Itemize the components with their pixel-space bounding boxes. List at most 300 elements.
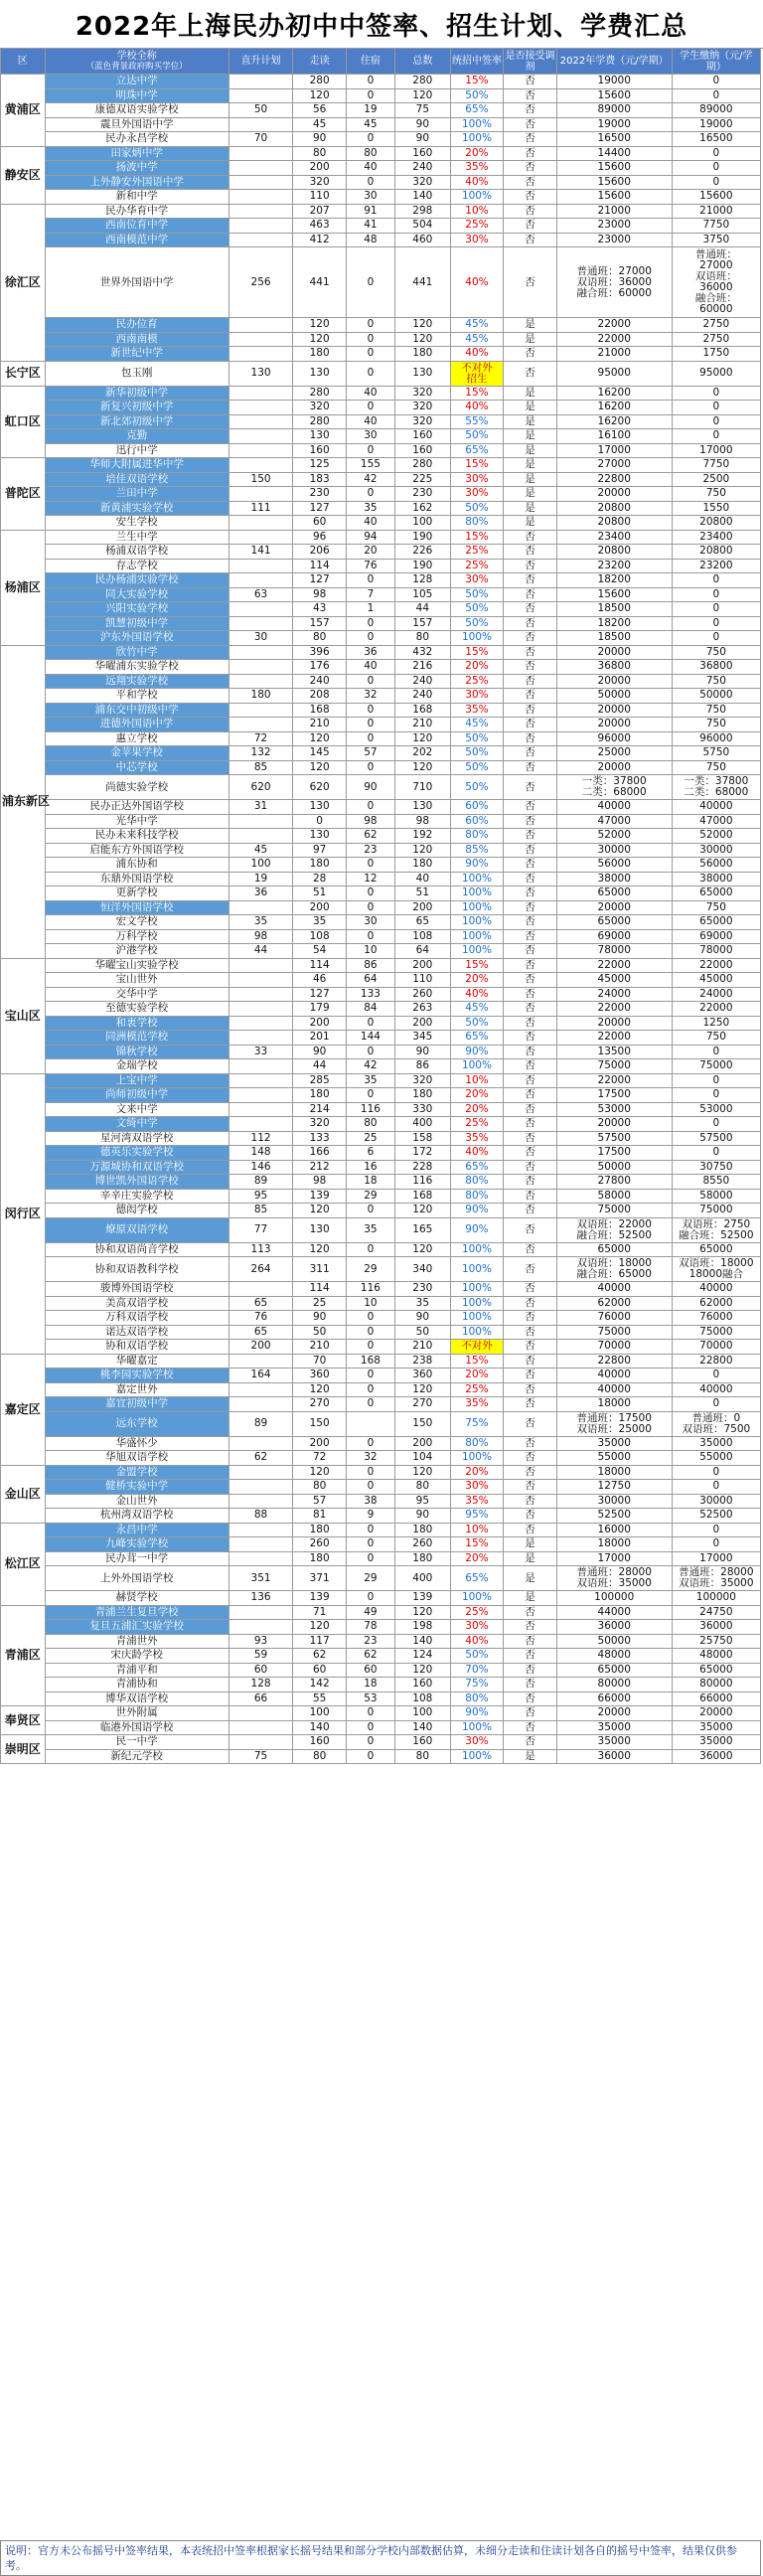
adjustment-cell: 否 bbox=[504, 1002, 557, 1017]
table-row bbox=[1, 1523, 761, 1537]
direct-plan-cell bbox=[229, 616, 293, 631]
adjustment-cell: 否 bbox=[504, 190, 557, 205]
boarding-cell: 0 bbox=[346, 175, 394, 190]
admission-rate-cell: 15% bbox=[450, 958, 504, 973]
student-payment-cell: 2500 bbox=[672, 472, 760, 487]
boarding-cell: 35 bbox=[346, 501, 394, 516]
admission-rate-cell: 40% bbox=[450, 1634, 504, 1649]
day-student-cell: 180 bbox=[293, 858, 347, 873]
tuition-fee-cell: 65000 bbox=[556, 1663, 672, 1678]
enrollment-table bbox=[0, 48, 761, 1764]
boarding-cell: 62 bbox=[346, 1649, 394, 1664]
direct-plan-cell: 112 bbox=[229, 1131, 293, 1146]
table-row bbox=[1, 1749, 761, 1764]
admission-rate-cell: 40% bbox=[450, 175, 504, 190]
school-cell: 民办位育 bbox=[45, 318, 229, 333]
day-student-cell: 210 bbox=[293, 1340, 347, 1355]
tuition-fee-cell: 38000 bbox=[556, 872, 672, 886]
table-row bbox=[1, 1678, 761, 1692]
adjustment-cell: 否 bbox=[504, 689, 557, 704]
direct-plan-cell: 351 bbox=[229, 1566, 293, 1591]
tuition-fee-cell: 18500 bbox=[556, 631, 672, 646]
day-student-cell: 396 bbox=[293, 645, 347, 660]
admission-rate-cell: 35% bbox=[450, 1494, 504, 1509]
tuition-fee-cell: 27000 bbox=[556, 458, 672, 473]
adjustment-cell: 否 bbox=[504, 559, 557, 573]
school-cell: 世界外国语中学 bbox=[45, 247, 229, 318]
student-payment-cell: 25750 bbox=[672, 1634, 760, 1649]
tuition-fee-cell: 12750 bbox=[556, 1480, 672, 1495]
day-student-cell: 139 bbox=[293, 1189, 347, 1204]
school-cell: 华师大附属进华中学 bbox=[45, 458, 229, 473]
student-payment-cell: 70000 bbox=[672, 1340, 760, 1355]
admission-rate-cell: 30% bbox=[450, 1735, 504, 1750]
student-payment-cell: 双语班：18000 18000融合 bbox=[672, 1257, 760, 1282]
tuition-fee-cell: 58000 bbox=[556, 1189, 672, 1204]
school-cell: 东鼎外国语学校 bbox=[45, 872, 229, 886]
header-refund: 学生缴纳（元/学期） bbox=[672, 49, 760, 75]
school-cell: 西南位育中学 bbox=[45, 219, 229, 234]
adjustment-cell: 是 bbox=[504, 1537, 557, 1552]
adjustment-cell: 否 bbox=[504, 1397, 557, 1412]
day-student-cell: 183 bbox=[293, 472, 347, 487]
admission-rate-cell: 100% bbox=[450, 1242, 504, 1257]
boarding-cell: 0 bbox=[346, 1016, 394, 1031]
table-row bbox=[1, 1175, 761, 1190]
tuition-fee-cell: 16200 bbox=[556, 401, 672, 415]
day-student-cell: 90 bbox=[293, 1045, 347, 1059]
table-row bbox=[1, 1480, 761, 1495]
day-student-cell: 200 bbox=[293, 900, 347, 915]
day-student-cell: 371 bbox=[293, 1566, 347, 1591]
direct-plan-cell: 132 bbox=[229, 746, 293, 761]
table-row bbox=[1, 1102, 761, 1117]
table-row bbox=[1, 132, 761, 147]
table-row bbox=[1, 1411, 761, 1436]
admission-rate-cell: 20% bbox=[450, 1551, 504, 1566]
district-cell: 黄浦区 bbox=[1, 75, 46, 147]
table-row bbox=[1, 1088, 761, 1103]
header-fee: 2022年学费（元/学期） bbox=[556, 49, 672, 75]
school-cell: 交华中学 bbox=[45, 987, 229, 1002]
header-adjust: 是否接受调剂 bbox=[505, 50, 555, 73]
header-board: 住宿 bbox=[346, 49, 394, 75]
adjustment-cell: 否 bbox=[504, 1296, 557, 1311]
direct-plan-cell: 264 bbox=[229, 1257, 293, 1282]
school-cell: 青浦协和 bbox=[45, 1678, 229, 1692]
day-student-cell: 25 bbox=[293, 1296, 347, 1311]
admission-rate-cell: 25% bbox=[450, 219, 504, 234]
day-student-cell: 166 bbox=[293, 1146, 347, 1161]
table-body bbox=[1, 75, 761, 1764]
adjustment-cell: 否 bbox=[504, 347, 557, 362]
admission-rate-cell: 80% bbox=[450, 829, 504, 844]
total-cell: 157 bbox=[394, 616, 450, 631]
school-cell: 远翔实验学校 bbox=[45, 674, 229, 689]
school-cell: 博华双语学校 bbox=[45, 1691, 229, 1706]
day-student-cell: 200 bbox=[293, 161, 347, 176]
school-cell: 和衷学校 bbox=[45, 1016, 229, 1031]
school-cell: 远东学校 bbox=[45, 1411, 229, 1436]
school-cell: 文绮中学 bbox=[45, 1117, 229, 1132]
tuition-fee-cell: 22000 bbox=[556, 318, 672, 333]
total-cell: 108 bbox=[394, 929, 450, 944]
boarding-cell: 42 bbox=[346, 1059, 394, 1074]
total-cell: 240 bbox=[394, 674, 450, 689]
tuition-fee-cell: 一类：37800 二类：68000 bbox=[556, 775, 672, 800]
table-row bbox=[1, 1691, 761, 1706]
day-student-cell: 180 bbox=[293, 1523, 347, 1537]
direct-plan-cell bbox=[229, 1382, 293, 1397]
day-student-cell: 139 bbox=[293, 1591, 347, 1606]
total-cell: 180 bbox=[394, 347, 450, 362]
boarding-cell: 20 bbox=[346, 545, 394, 560]
tuition-fee-cell: 20000 bbox=[556, 900, 672, 915]
admission-rate-cell: 不对外 bbox=[450, 1340, 504, 1355]
student-payment-cell: 96000 bbox=[672, 731, 760, 746]
direct-plan-cell: 65 bbox=[229, 1296, 293, 1311]
boarding-cell bbox=[346, 1411, 394, 1436]
total-cell: 120 bbox=[394, 318, 450, 333]
direct-plan-cell: 98 bbox=[229, 929, 293, 944]
school-cell: 金盟学校 bbox=[45, 1465, 229, 1480]
school-cell: 协和双语教科学校 bbox=[45, 1257, 229, 1282]
day-student-cell: 130 bbox=[293, 829, 347, 844]
student-payment-cell: 100000 bbox=[672, 1591, 760, 1606]
school-cell: 健桥实验中学 bbox=[45, 1480, 229, 1495]
school-cell: 万科双语学校 bbox=[45, 1311, 229, 1326]
adjustment-cell: 否 bbox=[504, 1217, 557, 1242]
tuition-fee-cell: 65000 bbox=[556, 886, 672, 901]
student-payment-cell: 89000 bbox=[672, 103, 760, 118]
day-student-cell: 120 bbox=[293, 88, 347, 103]
adjustment-cell: 否 bbox=[504, 175, 557, 190]
day-student-cell: 200 bbox=[293, 1016, 347, 1031]
tuition-fee-cell: 75000 bbox=[556, 1204, 672, 1218]
boarding-cell: 32 bbox=[346, 689, 394, 704]
table-row bbox=[1, 1494, 761, 1509]
school-cell: 浦东协和 bbox=[45, 858, 229, 873]
tuition-fee-cell: 20000 bbox=[556, 487, 672, 502]
day-student-cell: 133 bbox=[293, 1131, 347, 1146]
total-cell: 200 bbox=[394, 958, 450, 973]
district-cell: 松江区 bbox=[1, 1523, 46, 1605]
tuition-fee-cell: 56000 bbox=[556, 858, 672, 873]
day-student-cell: 45 bbox=[293, 117, 347, 132]
school-cell: 民办华育中学 bbox=[45, 204, 229, 219]
student-payment-cell: 0 bbox=[672, 587, 760, 602]
admission-rate-cell: 15% bbox=[450, 530, 504, 545]
table-row bbox=[1, 1117, 761, 1132]
header-total: 总数 bbox=[394, 49, 450, 75]
direct-plan-cell bbox=[229, 1494, 293, 1509]
direct-plan-cell: 59 bbox=[229, 1649, 293, 1664]
school-cell: 安生学校 bbox=[45, 516, 229, 531]
day-student-cell: 160 bbox=[293, 1735, 347, 1750]
day-student-cell: 62 bbox=[293, 1649, 347, 1664]
tuition-fee-cell: 20000 bbox=[556, 1706, 672, 1721]
total-cell: 110 bbox=[394, 973, 450, 988]
adjustment-cell: 否 bbox=[504, 829, 557, 844]
day-student-cell: 311 bbox=[293, 1257, 347, 1282]
day-student-cell: 54 bbox=[293, 944, 347, 959]
day-student-cell: 280 bbox=[293, 75, 347, 89]
tuition-fee-cell: 25000 bbox=[556, 746, 672, 761]
direct-plan-cell bbox=[229, 487, 293, 502]
admission-rate-cell: 100% bbox=[450, 944, 504, 959]
direct-plan-cell: 130 bbox=[229, 361, 293, 386]
student-payment-cell: 57500 bbox=[672, 1131, 760, 1146]
adjustment-cell: 是 bbox=[504, 332, 557, 347]
school-cell: 浦东交中初级中学 bbox=[45, 703, 229, 718]
student-payment-cell: 76000 bbox=[672, 1311, 760, 1326]
adjustment-cell: 否 bbox=[504, 1282, 557, 1297]
adjustment-cell: 否 bbox=[504, 1605, 557, 1620]
admission-rate-cell: 45% bbox=[450, 332, 504, 347]
day-student-cell: 620 bbox=[293, 775, 347, 800]
tuition-fee-cell: 75000 bbox=[556, 1325, 672, 1340]
adjustment-cell: 是 bbox=[504, 516, 557, 531]
header-direct: 直升计划 bbox=[229, 49, 293, 75]
school-cell: 世外附属 bbox=[45, 1706, 229, 1721]
direct-plan-cell bbox=[229, 161, 293, 176]
total-cell: 44 bbox=[394, 602, 450, 617]
admission-rate-cell: 100% bbox=[450, 1749, 504, 1764]
boarding-cell: 40 bbox=[346, 386, 394, 401]
table-row bbox=[1, 1160, 761, 1175]
direct-plan-cell: 95 bbox=[229, 1189, 293, 1204]
school-cell: 新和中学 bbox=[45, 190, 229, 205]
total-cell: 160 bbox=[394, 443, 450, 458]
total-cell: 320 bbox=[394, 401, 450, 415]
day-student-cell: 80 bbox=[293, 631, 347, 646]
table-row bbox=[1, 1217, 761, 1242]
total-cell: 51 bbox=[394, 886, 450, 901]
tuition-fee-cell: 27800 bbox=[556, 1175, 672, 1190]
day-student-cell: 90 bbox=[293, 1311, 347, 1326]
direct-plan-cell: 36 bbox=[229, 886, 293, 901]
table-row bbox=[1, 559, 761, 573]
student-payment-cell: 20800 bbox=[672, 516, 760, 531]
total-cell: 441 bbox=[394, 247, 450, 318]
adjustment-cell: 否 bbox=[504, 718, 557, 732]
school-cell: 嘉定世外 bbox=[45, 1382, 229, 1397]
boarding-cell: 0 bbox=[346, 1368, 394, 1383]
adjustment-cell: 否 bbox=[504, 88, 557, 103]
admission-rate-cell: 80% bbox=[450, 1691, 504, 1706]
day-student-cell: 280 bbox=[293, 386, 347, 401]
table-row bbox=[1, 1735, 761, 1750]
student-payment-cell: 52000 bbox=[672, 829, 760, 844]
boarding-cell: 16 bbox=[346, 1160, 394, 1175]
school-cell: 青浦平和 bbox=[45, 1663, 229, 1678]
adjustment-cell: 否 bbox=[504, 1509, 557, 1524]
school-cell: 同洲模范学校 bbox=[45, 1031, 229, 1046]
admission-rate-cell: 75% bbox=[450, 1678, 504, 1692]
adjustment-cell: 否 bbox=[504, 1465, 557, 1480]
boarding-cell: 29 bbox=[346, 1189, 394, 1204]
total-cell: 64 bbox=[394, 944, 450, 959]
total-cell: 400 bbox=[394, 1566, 450, 1591]
boarding-cell: 0 bbox=[346, 800, 394, 815]
boarding-cell: 0 bbox=[346, 929, 394, 944]
direct-plan-cell: 89 bbox=[229, 1411, 293, 1436]
tuition-fee-cell: 89000 bbox=[556, 103, 672, 118]
student-payment-cell: 78000 bbox=[672, 944, 760, 959]
student-payment-cell: 22000 bbox=[672, 958, 760, 973]
student-payment-cell: 40000 bbox=[672, 1282, 760, 1297]
adjustment-cell: 否 bbox=[504, 1494, 557, 1509]
total-cell: 95 bbox=[394, 1494, 450, 1509]
direct-plan-cell bbox=[229, 1465, 293, 1480]
adjustment-cell: 是 bbox=[504, 1591, 557, 1606]
total-cell: 228 bbox=[394, 1160, 450, 1175]
total-cell: 90 bbox=[394, 1509, 450, 1524]
table-row bbox=[1, 1016, 761, 1031]
day-student-cell: 160 bbox=[293, 443, 347, 458]
school-cell: 兰生中学 bbox=[45, 530, 229, 545]
day-student-cell: 125 bbox=[293, 458, 347, 473]
table-row bbox=[1, 1296, 761, 1311]
tuition-fee-cell: 18500 bbox=[556, 602, 672, 617]
day-student-cell: 176 bbox=[293, 660, 347, 675]
student-payment-cell: 23200 bbox=[672, 559, 760, 573]
student-payment-cell: 750 bbox=[672, 900, 760, 915]
total-cell: 226 bbox=[394, 545, 450, 560]
admission-rate-cell: 25% bbox=[450, 559, 504, 573]
day-student-cell: 97 bbox=[293, 843, 347, 858]
tuition-fee-cell: 13500 bbox=[556, 1045, 672, 1059]
boarding-cell: 0 bbox=[346, 1325, 394, 1340]
total-cell: 298 bbox=[394, 204, 450, 219]
boarding-cell: 0 bbox=[346, 1397, 394, 1412]
tuition-fee-cell: 20800 bbox=[556, 545, 672, 560]
tuition-fee-cell: 21000 bbox=[556, 204, 672, 219]
direct-plan-cell bbox=[229, 1551, 293, 1566]
direct-plan-cell: 136 bbox=[229, 1591, 293, 1606]
school-cell: 博世凯外国语学校 bbox=[45, 1175, 229, 1190]
day-student-cell: 114 bbox=[293, 559, 347, 573]
student-payment-cell: 0 bbox=[672, 602, 760, 617]
school-cell: 永昌中学 bbox=[45, 1523, 229, 1537]
total-cell: 104 bbox=[394, 1451, 450, 1466]
total-cell: 158 bbox=[394, 1131, 450, 1146]
admission-rate-cell: 45% bbox=[450, 718, 504, 732]
adjustment-cell: 否 bbox=[504, 929, 557, 944]
admission-rate-cell: 100% bbox=[450, 132, 504, 147]
school-cell: 燎原双语学校 bbox=[45, 1217, 229, 1242]
total-cell: 160 bbox=[394, 146, 450, 161]
day-student-cell: 60 bbox=[293, 516, 347, 531]
day-student-cell: 140 bbox=[293, 1720, 347, 1735]
admission-rate-cell: 15% bbox=[450, 1537, 504, 1552]
day-student-cell: 179 bbox=[293, 1002, 347, 1017]
tuition-fee-cell: 66000 bbox=[556, 1691, 672, 1706]
total-cell: 238 bbox=[394, 1354, 450, 1368]
student-payment-cell: 0 bbox=[672, 1045, 760, 1059]
adjustment-cell: 是 bbox=[504, 1551, 557, 1566]
school-cell: 青浦世外 bbox=[45, 1634, 229, 1649]
table-row bbox=[1, 1649, 761, 1664]
adjustment-cell: 否 bbox=[504, 1436, 557, 1451]
boarding-cell: 0 bbox=[346, 1311, 394, 1326]
tuition-fee-cell: 17000 bbox=[556, 1551, 672, 1566]
adjustment-cell: 否 bbox=[504, 1382, 557, 1397]
admission-rate-cell: 35% bbox=[450, 161, 504, 176]
tuition-fee-cell: 30000 bbox=[556, 1494, 672, 1509]
admission-rate-cell: 100% bbox=[450, 1591, 504, 1606]
student-payment-cell: 750 bbox=[672, 645, 760, 660]
student-payment-cell: 0 bbox=[672, 175, 760, 190]
student-payment-cell: 5750 bbox=[672, 746, 760, 761]
day-student-cell: 260 bbox=[293, 1537, 347, 1552]
school-cell: 迅行中学 bbox=[45, 443, 229, 458]
school-cell: 同大实验学校 bbox=[45, 587, 229, 602]
tuition-fee-cell: 65000 bbox=[556, 1242, 672, 1257]
school-cell: 尚德实验学校 bbox=[45, 775, 229, 800]
school-cell: 欣竹中学 bbox=[45, 645, 229, 660]
student-payment-cell: 0 bbox=[672, 1073, 760, 1088]
admission-rate-cell: 95% bbox=[450, 1509, 504, 1524]
table-row bbox=[1, 1720, 761, 1735]
table-row bbox=[1, 175, 761, 190]
direct-plan-cell bbox=[229, 1706, 293, 1721]
student-payment-cell: 17000 bbox=[672, 1551, 760, 1566]
adjustment-cell: 否 bbox=[504, 247, 557, 318]
student-payment-cell: 0 bbox=[672, 1088, 760, 1103]
adjustment-cell: 否 bbox=[504, 987, 557, 1002]
adjustment-cell: 否 bbox=[504, 616, 557, 631]
table-row bbox=[1, 161, 761, 176]
tuition-fee-cell: 普通班：28000 双语班：35000 bbox=[556, 1566, 672, 1591]
student-payment-cell: 1250 bbox=[672, 1016, 760, 1031]
student-payment-cell: 普通班：0 双语班：7500 bbox=[672, 1411, 760, 1436]
tuition-fee-cell: 18000 bbox=[556, 1397, 672, 1412]
tuition-fee-cell: 23400 bbox=[556, 530, 672, 545]
student-payment-cell: 40000 bbox=[672, 800, 760, 815]
boarding-cell: 18 bbox=[346, 1175, 394, 1190]
table-row bbox=[1, 472, 761, 487]
admission-rate-cell: 100% bbox=[450, 117, 504, 132]
adjustment-cell: 否 bbox=[504, 545, 557, 560]
admission-rate-cell: 90% bbox=[450, 1217, 504, 1242]
admission-rate-cell: 10% bbox=[450, 204, 504, 219]
table-row bbox=[1, 545, 761, 560]
student-payment-cell: 0 bbox=[672, 88, 760, 103]
tuition-fee-cell: 15600 bbox=[556, 190, 672, 205]
boarding-cell: 64 bbox=[346, 973, 394, 988]
school-cell: 协和双语学校 bbox=[45, 1340, 229, 1355]
student-payment-cell: 750 bbox=[672, 1031, 760, 1046]
boarding-cell: 60 bbox=[346, 1663, 394, 1678]
direct-plan-cell: 62 bbox=[229, 1451, 293, 1466]
student-payment-cell: 15600 bbox=[672, 190, 760, 205]
day-student-cell: 120 bbox=[293, 731, 347, 746]
admission-rate-cell: 20% bbox=[450, 1102, 504, 1117]
header-school bbox=[45, 49, 229, 75]
direct-plan-cell bbox=[229, 718, 293, 732]
total-cell: 180 bbox=[394, 1551, 450, 1566]
adjustment-cell: 否 bbox=[504, 858, 557, 873]
tuition-fee-cell: 16200 bbox=[556, 414, 672, 429]
direct-plan-cell bbox=[229, 645, 293, 660]
tuition-fee-cell: 22800 bbox=[556, 1354, 672, 1368]
admission-rate-cell: 65% bbox=[450, 103, 504, 118]
total-cell: 35 bbox=[394, 1296, 450, 1311]
adjustment-cell: 否 bbox=[504, 587, 557, 602]
total-cell: 200 bbox=[394, 1436, 450, 1451]
student-payment-cell: 750 bbox=[672, 487, 760, 502]
